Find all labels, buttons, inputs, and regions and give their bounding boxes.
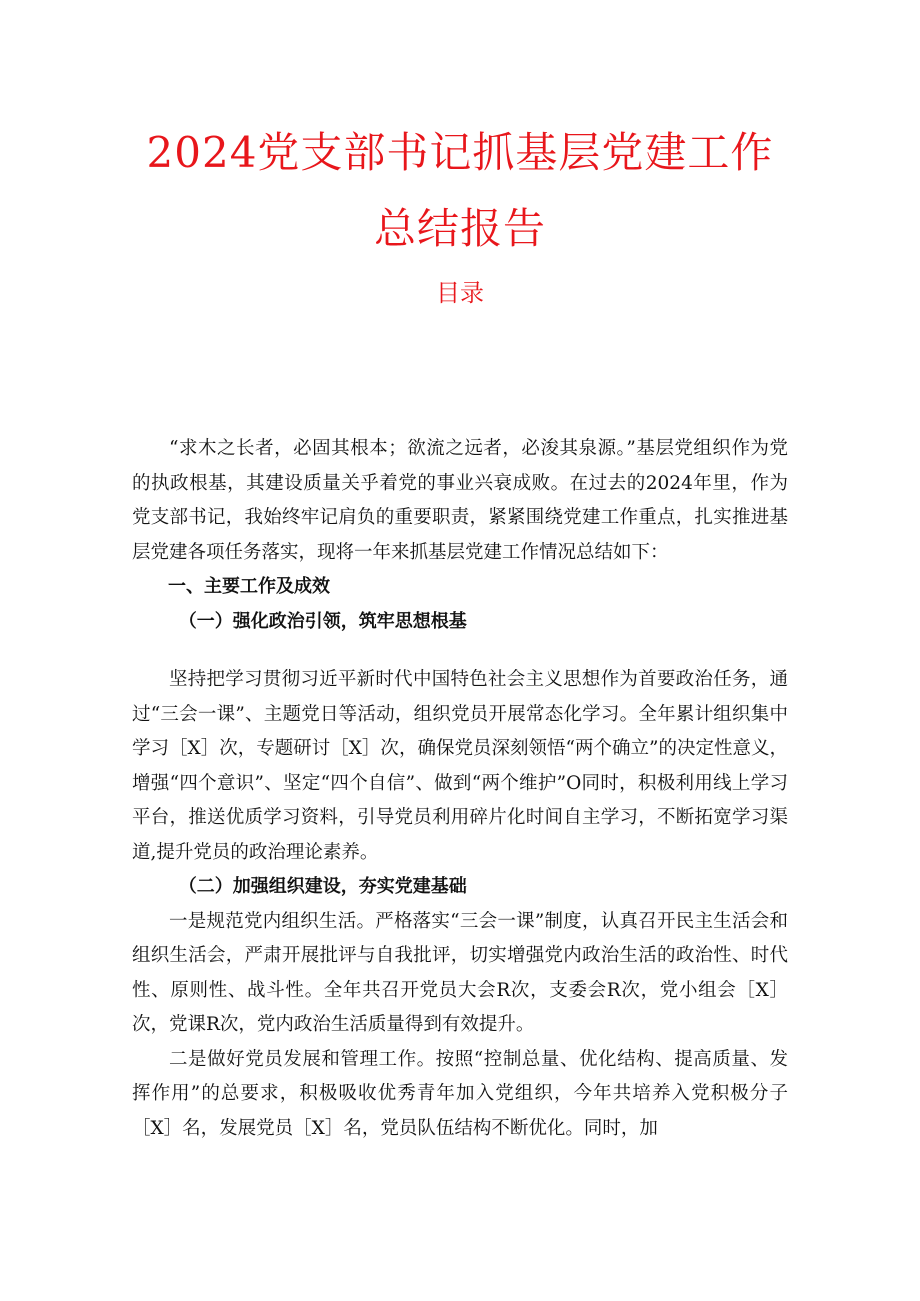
subsection-1-paragraph: 坚持把学习贯彻习近平新时代中国特色社会主义思想作为首要政治任务，通过“三会一课”、主题党日等活动，组织党员开展常态化学习。全年累计组织集中学习［X］次，专题研讨［X］次，确保党员深刻领悟“两个确立”的决定性意义，增强“四个意识”、坚定“四个自信”、做到“两个维护”O同时，积极利用线上学习平台，推送优质学习资料，引导党员利用碎片化时间自主学习，不断拓宽学习渠道,提升党员的政治理论素养。 bbox=[132, 669, 788, 863]
paragraph-gap bbox=[132, 639, 788, 663]
subsection-2-paragraph-1: 一是规范党内组织生活。严格落实“三会一课”制度，认真召开民主生活会和组织生活会，严肃开展批评与自我批评，切实增强党内政治生活的政治性、时代性、原则性、战斗性。全年共召开党员大会R次，支委会R次，党小组会［X］次，党课R次，党内政治生活质量得到有效提升。 bbox=[132, 910, 788, 1035]
subsection-heading-2: （二）加强组织建设，夯实党建基础 bbox=[178, 876, 467, 897]
document-body bbox=[132, 432, 788, 1146]
subsection-2-paragraph-2: 二是做好党员发展和管理工作。按照“控制总量、优化结构、提高质量、发挥作用”的总要求，积极吸收优秀青年加入党组织，今年共培养入党积极分子［X］名，发展党员［X］名，党员队伍结构不断优化。同时，加 bbox=[132, 1048, 788, 1139]
intro-paragraph: “求木之长者，必固其根本；欲流之远者，必浚其泉源。”基层党组织作为党的执政根基，其建设质量关乎着党的事业兴衰成败。在过去的2024年里，作为党支部书记，我始终牢记肩负的重要职责，紧紧围绕党建工作重点，扎实推进基层党建各项任务落实，现将一年来抓基层党建工作情况总结如下： bbox=[132, 438, 788, 563]
toc-label: 目录 bbox=[436, 279, 484, 307]
section-heading-1: 一、主要工作及成效 bbox=[168, 576, 330, 597]
subsection-heading-1: （一）强化政治引领，筑牢思想根基 bbox=[178, 610, 467, 632]
document-title-line1: 2024党支部书记抓基层党建工作 bbox=[146, 128, 774, 177]
document-title-line2: 总结报告 bbox=[373, 204, 546, 253]
